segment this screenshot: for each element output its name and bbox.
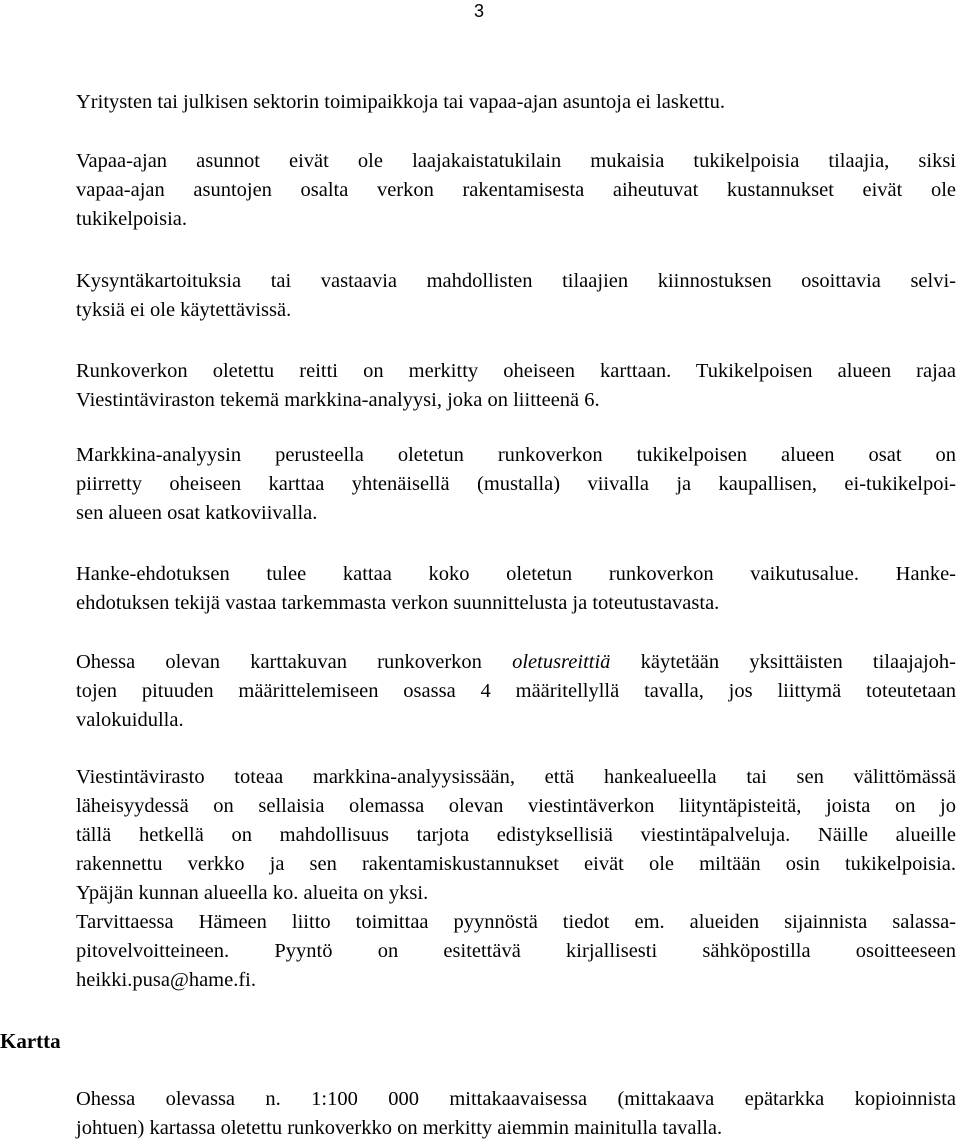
text-line: Viestintäviraston tekemä markkina-analyysi, joka on liitteenä 6. [76, 389, 600, 411]
text-run: Ohessa olevan karttakuvan runkoverkon [76, 651, 513, 673]
text-line: tojen pituuden määrittelemiseen osassa 4 määritellyllä tavalla, jos liittymä toteutetaan [76, 680, 956, 702]
text-run: käytetään yksittäisten tilaajajoh- [610, 651, 956, 673]
paragraph-2 [76, 147, 956, 234]
emphasized-term: oletusreittiä [512, 651, 611, 673]
text-line: läheisyydessä on sellaisia olemassa olevan viestintäverkon liityntäpisteitä, joista on jo [76, 795, 956, 817]
paragraph-5 [76, 441, 956, 528]
text-line: sen alueen osat katkoviivalla. [76, 502, 318, 524]
text-line: Viestintävirasto toteaa markkina-analyysissään, että hankealueella tai sen välittömässä [76, 766, 956, 788]
section-heading: Kartta [0, 1029, 61, 1053]
text-line: vapaa-ajan asuntojen osalta verkon rakentamisesta aiheutuvat kustannukset eivät ole [76, 179, 956, 201]
text-line: valokuidulla. [76, 709, 184, 731]
paragraph-4 [76, 357, 956, 415]
text-line: tyksiä ei ole käytettävissä. [76, 299, 292, 321]
text-line: Kysyntäkartoituksia tai vastaavia mahdollisten tilaajien kiinnostuksen osoittavia selvi- [76, 270, 956, 292]
text-line: Yritysten tai julkisen sektorin toimipaikkoja tai vapaa-ajan asuntoja ei laskettu. [76, 91, 725, 113]
text-line: Hanke-ehdotuksen tulee kattaa koko oletetun runkoverkon vaikutusalue. Hanke- [76, 563, 956, 585]
page-number: 3 [474, 1, 485, 21]
text-line: piirretty oheiseen karttaa yhtenäisellä (mustalla) viivalla ja kaupallisen, ei-tukikelpoi- [76, 473, 956, 495]
section-paragraph [76, 1085, 956, 1143]
paragraph-6 [76, 560, 956, 618]
text-line [76, 648, 956, 677]
paragraph-3 [76, 267, 956, 325]
text-line: Tarvittaessa Hämeen liitto toimittaa pyynnöstä tiedot em. alueiden sijainnista salassa- [76, 911, 956, 933]
text-line: pitovelvoitteineen. Pyyntö on esitettävä kirjallisesti sähköpostilla osoitteeseen [76, 940, 956, 962]
text-line: Markkina-analyysin perusteella oletetun runkoverkon tukikelpoisen alueen osat on [76, 444, 956, 466]
text-line: rakennettu verkko ja sen rakentamiskustannukset eivät ole miltään osin tukikelpoisia. [76, 853, 956, 875]
text-line: Ohessa olevassa n. 1:100 000 mittakaavaisessa (mittakaava epätarkka kopioinnista [76, 1088, 956, 1110]
text-line: tällä hetkellä on mahdollisuus tarjota edistyksellisiä viestintäpalveluja. Näille alueille [76, 824, 956, 846]
paragraph-8 [76, 763, 956, 995]
text-line: tukikelpoisia. [76, 208, 188, 230]
paragraph-1 [76, 88, 956, 117]
text-line: Vapaa-ajan asunnot eivät ole laajakaistatukilain mukaisia tukikelpoisia tilaajia, siksi [76, 150, 956, 172]
text-line: heikki.pusa@hame.fi. [76, 969, 256, 991]
text-line: Runkoverkon oletettu reitti on merkitty oheiseen karttaan. Tukikelpoisen alueen rajaa [76, 360, 956, 382]
text-line: Ypäjän kunnan alueella ko. alueita on yksi. [76, 882, 429, 904]
text-line: johtuen) kartassa oletettu runkoverkko on merkitty aiemmin mainitulla tavalla. [76, 1117, 723, 1139]
text-line: ehdotuksen tekijä vastaa tarkemmasta verkon suunnittelusta ja toteutustavasta. [76, 592, 720, 614]
paragraph-7 [76, 648, 956, 735]
